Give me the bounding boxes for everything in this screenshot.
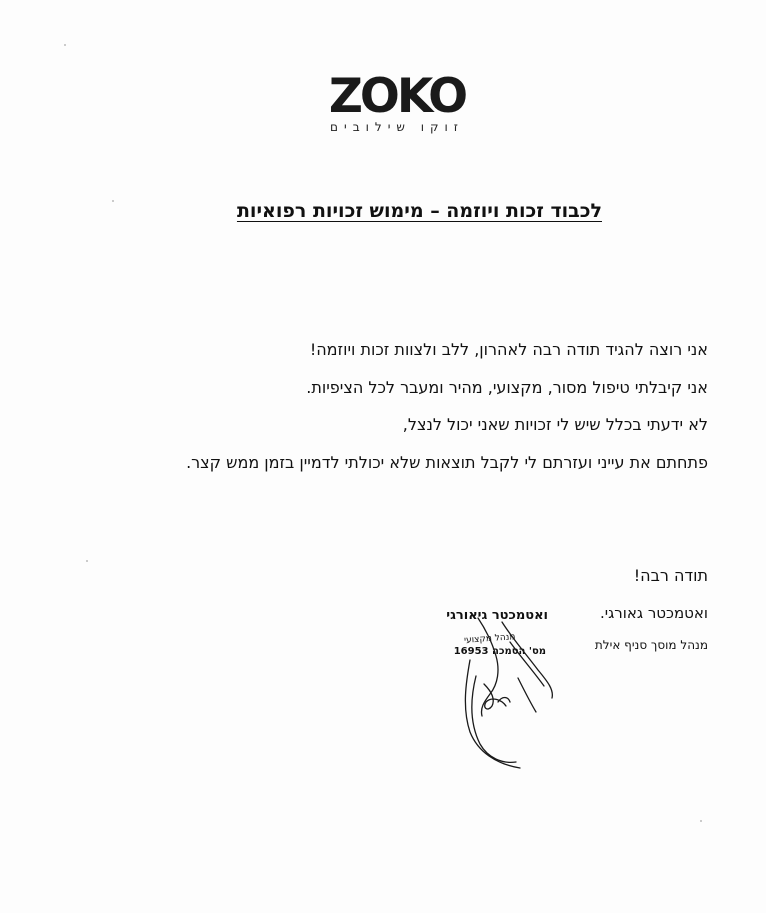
body-line: פתחתם את עייני ועזרתם לי לקבל תוצאות שלא יכולתי לדמיין בזמן ממש קצר. [186,452,708,472]
closing-thanks: תודה רבה! [633,566,708,585]
scan-speck [86,560,88,562]
company-logo [318,69,476,134]
logo-wordmark: ZOKO [328,69,466,124]
letter-body [68,336,708,486]
body-line: אני קיבלתי טיפול מסור, מקצועי, מהיר ומעבר לכל הציפיות. [306,377,708,397]
scan-speck [64,44,66,46]
scan-speck [112,200,114,202]
stamp-license: מס' הסמכה 16953 [453,646,546,657]
signer-name: ואטמכטר גאורגי. [600,604,708,622]
scan-speck [700,820,702,822]
letter-title: לכבוד זכות ויוזמה – מימוש זכויות רפואיות [236,200,602,222]
handwritten-signature [440,612,570,772]
signer-role: מנהל מוסך סניף אילת [594,638,708,652]
body-line: לא ידעתי בכלל שיש לי זכויות שאני יכול לנצל, [402,415,708,434]
body-line: אני רוצה להגיד תודה רבה לאהרון, ללב ולצוות זכות ויוזמה! [309,340,708,359]
stamp-name: ואטמכטר גיאורגי [446,608,548,623]
stamp-role: מנהל מקצועי [464,632,517,646]
logo-subtitle: זוקו שילובים [330,120,464,134]
